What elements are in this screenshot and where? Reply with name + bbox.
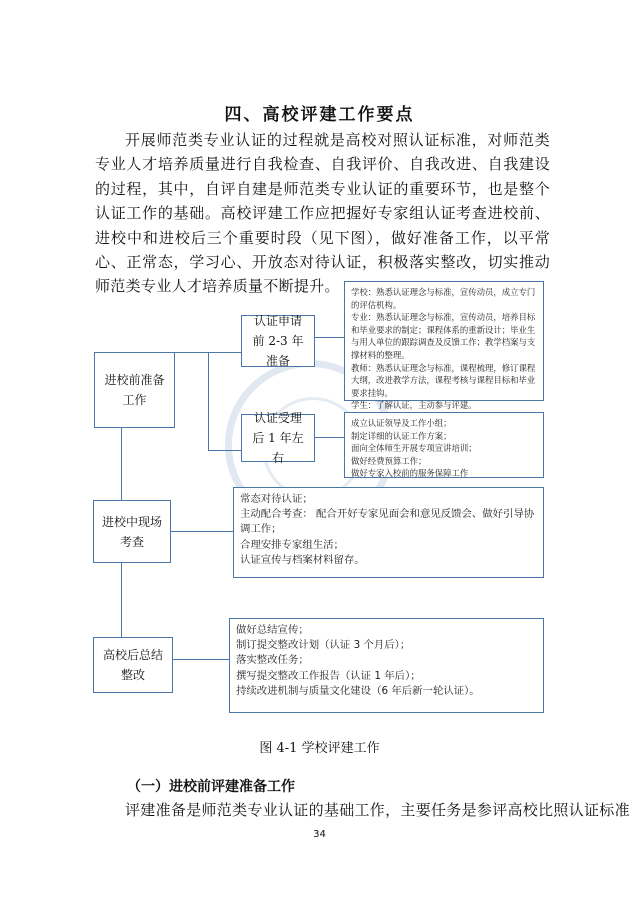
list-item: 主动配合考查： 配合开好专家见面会和意见反馈会、做好引导协调工作； (240, 508, 535, 536)
list-item: 制定详细的认证工作方案； (351, 430, 452, 441)
list-item: 学校：熟悉认证理念与标准，宣传动员，成立专门的评估机构。 (351, 287, 536, 310)
connector-line (171, 531, 233, 532)
stage-during-label: 进校中现场考查 (102, 514, 163, 549)
list-item: 合理安排专家组生活； (240, 538, 344, 551)
list-item: 落实整改任务； (236, 654, 309, 667)
list-item: 面向全体师生开展专项宣讲培训； (351, 443, 477, 454)
stage-pre-label: 进校前准备工作 (104, 373, 165, 407)
connector-line (315, 337, 344, 338)
list-item: 学生：了解认证，主动参与评建。 (351, 400, 477, 411)
stage-post-label: 高校后总结整改 (102, 648, 163, 682)
sub-apply-box (241, 315, 315, 367)
section-heading: 四、高校评建工作要点 (224, 105, 415, 125)
stage-during-box (93, 500, 171, 563)
post-items-box (229, 618, 544, 713)
accept-items-box (344, 412, 544, 478)
intro-paragraph: 开展师范类专业认证的过程就是高校对照认证标准，对师范类专业人才培养质量进行自我检查、自我评价、自我改进、自我建设的过程，其中，自评自建是师范类专业认证的重要环节，也是整个认证工作的基础。高校评建工作应把握好专家组认证考查进校前、进校中和进校后三个重要时段（见下图），做好准备工作，以平常心、正常态，学习心、开放态对待认证，积极落实整改，切实推动师范类专业人才培养质量不断提升。 (95, 131, 550, 296)
connector-line (173, 659, 229, 660)
subsection-title: （一）进校前评建准备工作 (127, 779, 295, 795)
connector-line (208, 352, 209, 450)
connector-line (208, 450, 241, 451)
connector-line (315, 437, 344, 438)
list-item: 专业：熟悉认证理念与标准，宣传动员，培养目标和毕业要求的制定；课程体系的重新设计；毕业生与用人单位的跟踪调查及反馈工作；教学档案与支撑材料的整理。 (351, 312, 536, 360)
list-item: 做好总结宣传； (236, 624, 309, 636)
during-items-box (233, 487, 544, 578)
apply-items-box (344, 281, 544, 411)
list-item: 撰写提交整改工作报告（认证 1 年后）； (236, 669, 421, 682)
figure-caption: 图 4-1 学校评建工作 (259, 741, 380, 756)
list-item: 教师：熟悉认证理念与标准，课程梳理，修订课程大纲，改进教学方法，课程考核与课程目标和毕业要求挂钩。 (351, 362, 536, 398)
list-item: 做好专家入校前的服务保障工作 (351, 468, 469, 479)
subsection-paragraph: 评建准备是师范类专业认证的基础工作，主要任务是参评高校比照认证标准 (125, 801, 630, 819)
stage-post-box (93, 637, 173, 693)
list-item: 成立认证领导及工作小组； (351, 418, 452, 428)
list-item: 制订提交整改计划（认证 3 个月后）； (236, 639, 411, 652)
sub-accept-label: 认证受理后 1 年左右 (252, 411, 304, 465)
page-number: 34 (313, 829, 326, 840)
list-item: 常态对待认证； (240, 493, 313, 505)
sub-apply-label: 认证申请前 2-3 年准备 (252, 314, 304, 368)
list-item: 持续改进机制与质量文化建设（6 年后新一轮认证）。 (236, 684, 480, 697)
list-item: 做好经费预算工作； (351, 455, 427, 466)
list-item: 认证宣传与档案材料留存。 (240, 553, 365, 566)
sub-accept-box (241, 411, 315, 465)
stage-pre-box (94, 352, 175, 428)
